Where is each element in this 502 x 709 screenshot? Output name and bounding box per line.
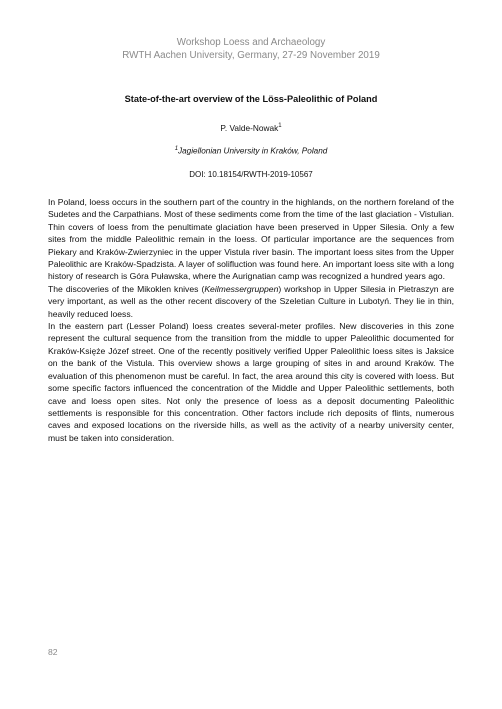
body-paragraph-1: In Poland, loess occurs in the southern part of the country in the highlands, on the northern foreland of the Sudetes and the Carpathians. Most of these sediments come from the time of the last glaciation - Vistulian. Thin covers of loess from the penultimate glaciation have been preserved in Upper Silesia. Only a few sites from the middle Paleolithic remain in the loess. Of particular importance are the sequences from Piekary and Kraków-Zwierzyniec in the upper Vistula river basin. The important loess sites from the Upper Paleolithic are Kraków-Spadzista. A layer of solifluction was found here. An important loess site with a long history of research is Góra Puławska, where the Aurignatian camp was recognized a hundred years ago. (48, 197, 454, 282)
body-paragraph-2 (48, 283, 454, 320)
running-header (0, 37, 502, 62)
affiliation-text: Jagiellonian University in Kraków, Poland (178, 146, 328, 156)
author-name: P. Valde-Nowak (220, 122, 279, 133)
header-venue-dates: RWTH Aachen University, Germany, 27-29 November 2019 (122, 49, 380, 61)
doi-line: DOI: 10.18154/RWTH-2019-10567 (189, 170, 313, 179)
author-affiliation-marker: 1 (278, 123, 282, 129)
page-number: 82 (48, 647, 58, 657)
body-paragraph-3: In the eastern part (Lesser Poland) loess creates several-meter profiles. New discoveries in this zone represent the cultural sequence from the transition from the middle to upper Paleolithic documented for Kraków-Księże Józef street. One of the recently positively verified Upper Paleolithic loess sites is Jaksice on the bank of the Vistula. This overview shows a large grouping of sites in and around Kraków. The evaluation of this phenomenon must be careful. In fact, the area around this city is covered with loess. But some specific factors influenced the concentration of the Middle and Upper Paleolithic settlements, both cave and loess open sites. Not only the presence of loess as a deposit documenting Paleolithic settlements is responsible for this concentration. Other factors include rich deposits of flints, numerous caves and exposed locations on the riverside hills, as well as the activity of a nearby university center, must be taken into consideration. (48, 321, 454, 443)
paragraph-2-start: The discoveries of the Mikoklen knives ( (48, 283, 205, 294)
paragraph-2-italic-term: Keilmessergruppen (204, 283, 279, 294)
paper-title: State-of-the-art overview of the Löss-Paleolithic of Poland (124, 94, 378, 104)
affiliation-marker: 1 (174, 146, 179, 152)
header-workshop-title: Workshop Loess and Archaeology (176, 37, 326, 48)
paragraph-2-end: ) workshop in Upper Silesia in Pietraszyn are very important, as well as the other recent discovery of the Szeletian Culture in Lubotyń. They lie in thin, heavily reduced loess. (48, 283, 454, 319)
affiliation-line (0, 144, 502, 157)
author-line (0, 121, 502, 134)
abstract-body (48, 196, 454, 444)
